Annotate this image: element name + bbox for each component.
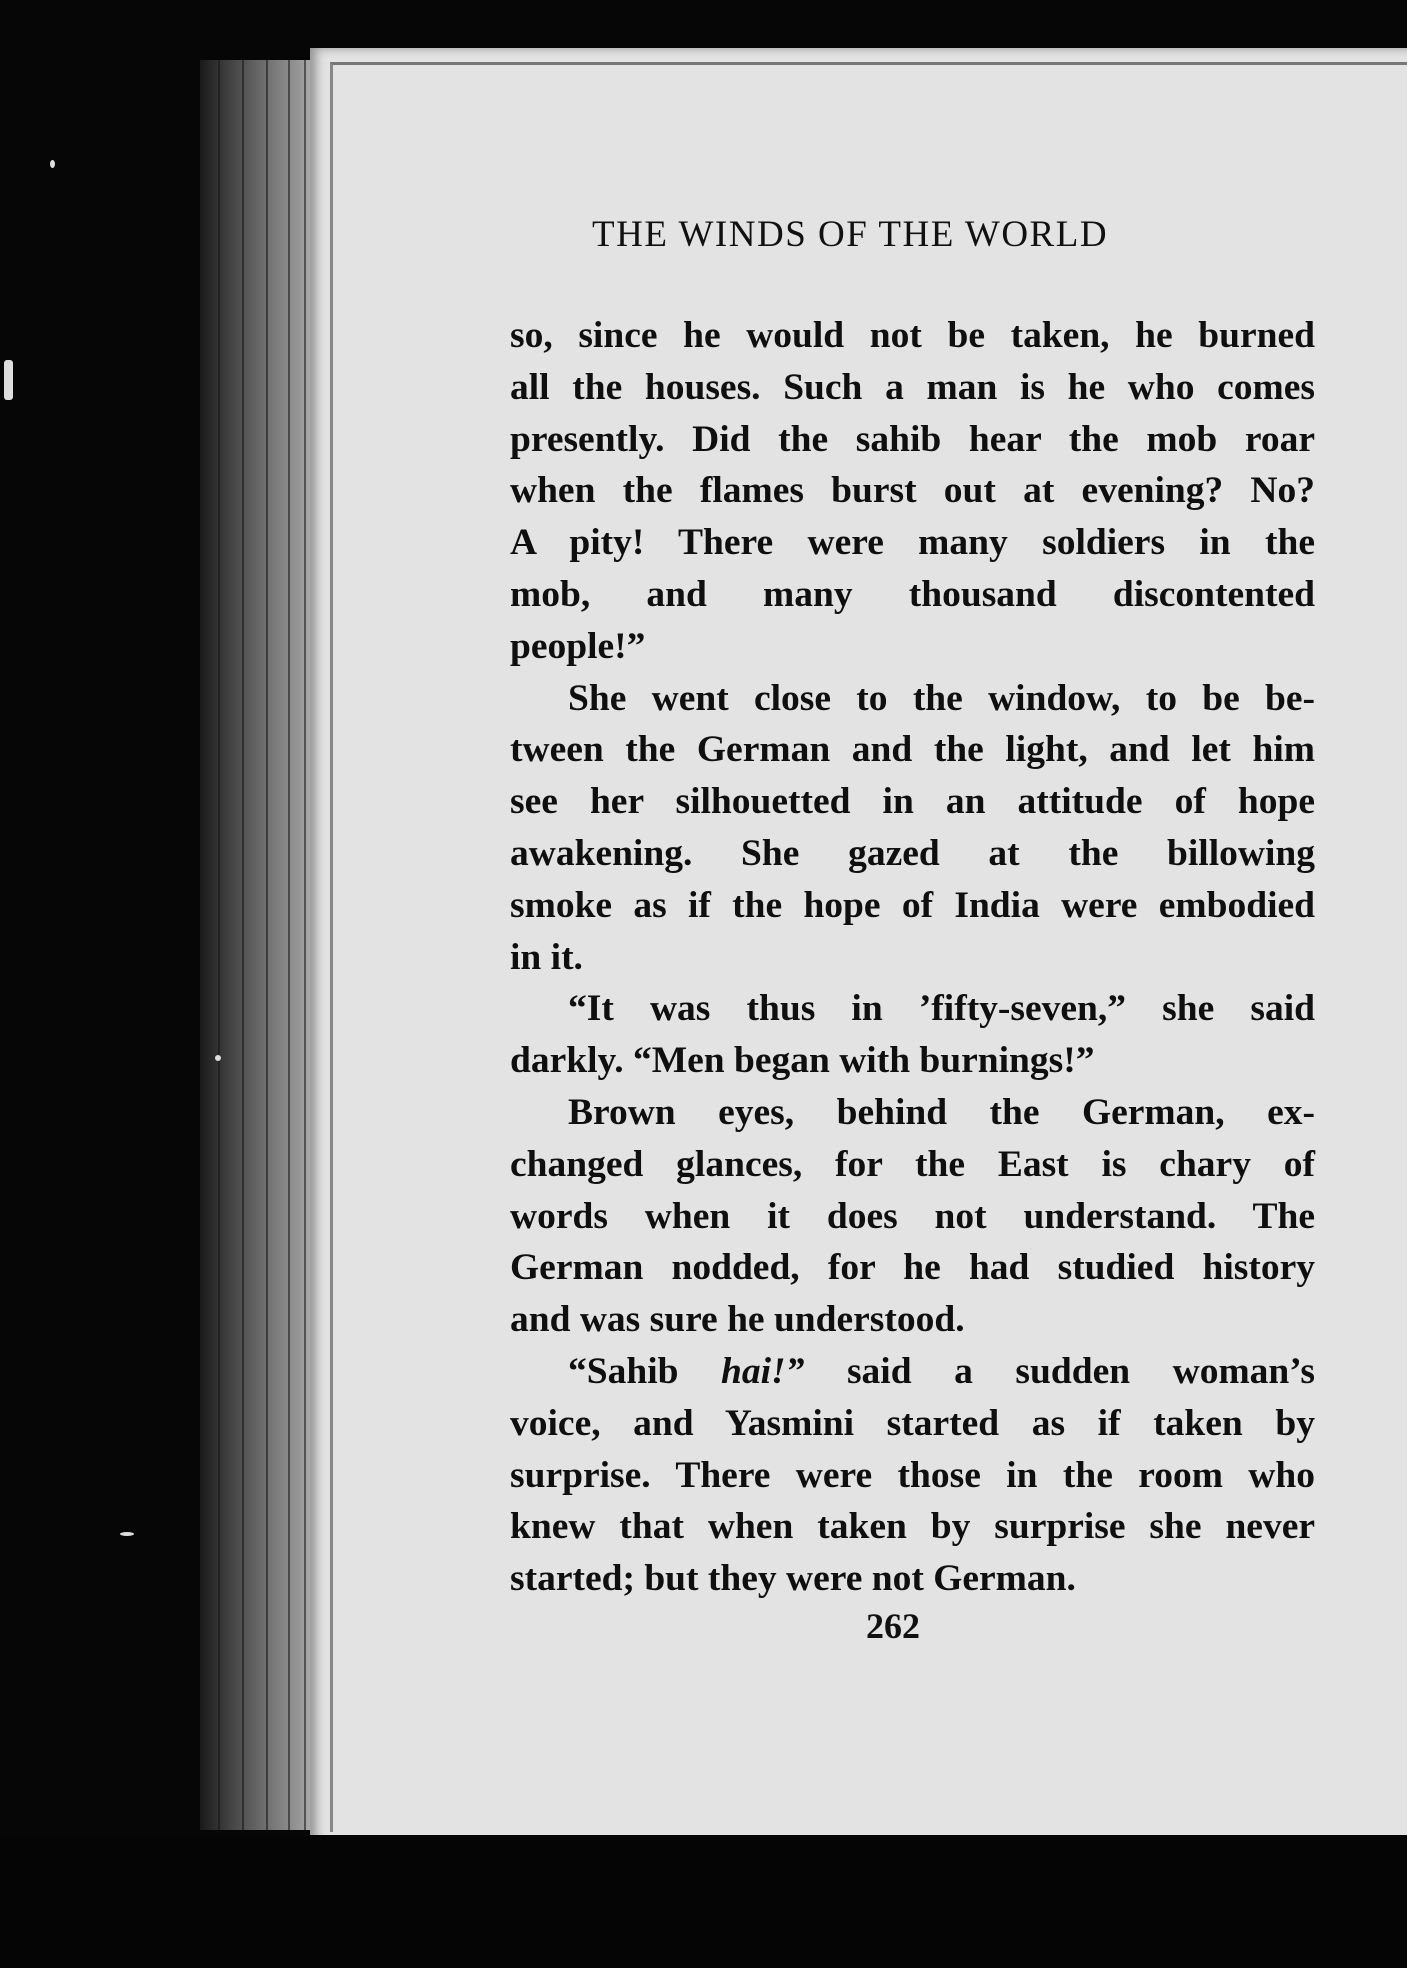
- page-edges: [200, 60, 320, 1830]
- text-line: presently. Did the sahib hear the mob roar: [510, 418, 1315, 460]
- text-line: awakening. She gazed at the billowing: [510, 832, 1315, 874]
- page-number: 262: [866, 1606, 920, 1646]
- text-line: “It was thus in ’fifty-seven,” she said: [568, 988, 1315, 1030]
- text-line: mob, and many thousand discontented: [510, 573, 1315, 615]
- text-line: darkly. “Men began with burnings!”: [510, 1040, 1095, 1082]
- text-line: smoke as if the hope of India were embodied: [510, 884, 1315, 926]
- italic-word: hai!”: [721, 1350, 805, 1392]
- text-line: tween the German and the light, and let him: [510, 729, 1315, 771]
- text-line: all the houses. Such a man is he who comes: [510, 366, 1315, 408]
- text-line: and was sure he understood.: [510, 1299, 965, 1341]
- page-edge-line: [304, 60, 306, 1830]
- text-line: “Sahib hai!” said a sudden woman’s: [568, 1350, 1315, 1392]
- text-line: A pity! There were many soldiers in the: [510, 522, 1315, 564]
- text-line: so, since he would not be taken, he burned: [510, 315, 1315, 356]
- text-line: people!”: [510, 625, 646, 667]
- page-edge-line: [266, 60, 268, 1830]
- text-line: voice, and Yasmini started as if taken by: [510, 1402, 1315, 1444]
- scan-speck: [4, 360, 13, 400]
- body-text: [510, 310, 1315, 1605]
- page-edge-line: [242, 60, 244, 1830]
- text-line: knew that when taken by surprise she never: [510, 1506, 1315, 1548]
- running-header: THE WINDS OF THE WORLD: [592, 214, 1109, 255]
- text-line: in it.: [510, 936, 583, 978]
- text-line: words when it does not understand. The: [510, 1195, 1315, 1237]
- scan-speck: [120, 1532, 134, 1536]
- bottom-shadow: [0, 1835, 1407, 1968]
- text-line: Brown eyes, behind the German, ex-: [568, 1091, 1315, 1133]
- text-line: surprise. There were those in the room who: [510, 1454, 1315, 1496]
- text-line: started; but they were not German.: [510, 1558, 1076, 1600]
- page-edge-line: [288, 60, 290, 1830]
- text-line: when the flames burst out at evening? No?: [510, 470, 1315, 512]
- text-line: German nodded, for he had studied history: [510, 1247, 1315, 1289]
- text-line: see her silhouetted in an attitude of hope: [510, 781, 1315, 823]
- page-edge-line: [218, 60, 220, 1830]
- scan-speck: [215, 1055, 221, 1061]
- text-line: She went close to the window, to be be-: [568, 677, 1315, 719]
- scan-speck: [50, 160, 55, 168]
- text-line: changed glances, for the East is chary of: [510, 1143, 1315, 1185]
